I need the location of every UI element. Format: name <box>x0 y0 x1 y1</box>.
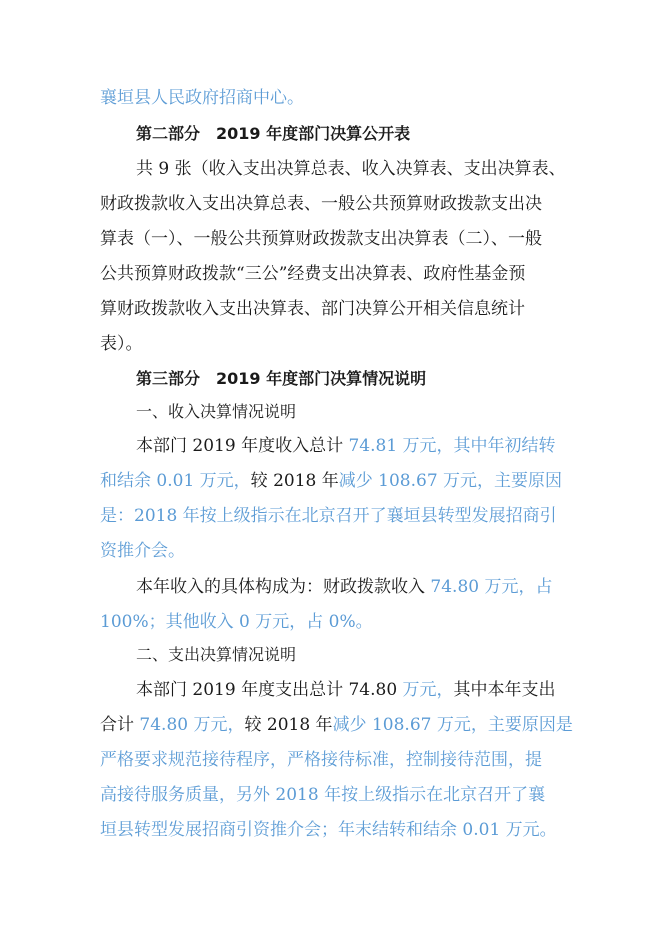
other-income-value: 0 <box>239 612 250 632</box>
section-3-heading: 第三部分 2019 年度部门决算情况说明 <box>136 369 427 388</box>
tables-paragraph-line-4: 公共预算财政拨款“三公”经费支出决算表、政府性基金预 <box>100 264 526 284</box>
income-total-value: 74.81 万元，其中年初结转 <box>348 436 556 456</box>
tables-paragraph-line-2: 财政拨款收入支出决算总表、一般公共预算财政拨款支出决 <box>100 194 542 214</box>
tables-paragraph-line-3: 算表（一）、一般公共预算财政拨款支出决算表（二）、一般 <box>100 229 542 249</box>
other-income-percent: 万元，占 0%。 <box>249 612 373 632</box>
expenditure-paragraph-line-1 <box>136 678 556 702</box>
expenditure-paragraph-line-3: 严格要求规范接待程序，严格接待标准，控制接待范围，提 <box>100 750 542 770</box>
income-paragraph-line-1 <box>136 434 556 458</box>
section-2-heading: 第二部分 2019 年度部门决算公开表 <box>136 124 411 143</box>
fiscal-income-value: 74.80 万元，占 <box>430 577 553 597</box>
income-paragraph-line-3: 是：2018 年按上级指示在北京召开了襄垣县转型发展招商引 <box>100 506 557 526</box>
expenditure-paragraph-line-2 <box>100 713 573 737</box>
fiscal-income-label: 本年收入的具体构成为：财政拨款收入 <box>136 577 431 597</box>
expenditure-paragraph-line-4: 高接待服务质量，另外 2018 年按上级指示在北京召开了襄 <box>100 785 546 805</box>
expenditure-sum-label: 合计 <box>100 715 140 735</box>
income-total-label: 本部门 2019 年度收入总计 <box>136 436 349 456</box>
expenditure-year-label: 其中本年支出 <box>453 680 556 700</box>
expenditure-total-label: 本部门 2019 年度支出总计 74.80 <box>136 680 403 700</box>
expenditure-compare-year: 较 2018 年 <box>244 715 333 735</box>
income-subheading: 一、收入决算情况说明 <box>136 402 297 421</box>
expenditure-sum-value: 74.80 万元， <box>139 715 245 735</box>
expenditure-decrease-value: 减少 108.67 万元，主要原因是 <box>332 715 573 735</box>
carryover-value: 和结余 0.01 万元， <box>100 471 251 491</box>
income-decrease-value: 减少 108.67 万元，主要原因 <box>338 471 563 491</box>
expenditure-total-unit: 万元， <box>402 680 454 700</box>
income-paragraph-line-2 <box>100 469 562 493</box>
fiscal-income-percent: 100%；其他收入 <box>100 612 240 632</box>
intro-line-end: 襄垣县人民政府招商中心。 <box>100 88 304 108</box>
income-paragraph-line-4: 资推介会。 <box>100 541 185 561</box>
expenditure-subheading: 二、支出决算情况说明 <box>136 645 297 664</box>
compare-year: 较 2018 年 <box>250 471 339 491</box>
composition-line-1 <box>136 575 552 599</box>
tables-paragraph-line-1: 共 9 张（收入支出决算总表、收入决算表、支出决算表、 <box>136 159 566 179</box>
tables-paragraph-line-5: 算财政拨款收入支出决算表、部门决算公开相关信息统计 <box>100 299 525 319</box>
tables-paragraph-line-6: 表）。 <box>100 334 143 354</box>
expenditure-paragraph-line-5: 垣县转型发展招商引资推介会；年末结转和结余 0.01 万元。 <box>100 820 557 840</box>
composition-line-2 <box>100 610 373 634</box>
